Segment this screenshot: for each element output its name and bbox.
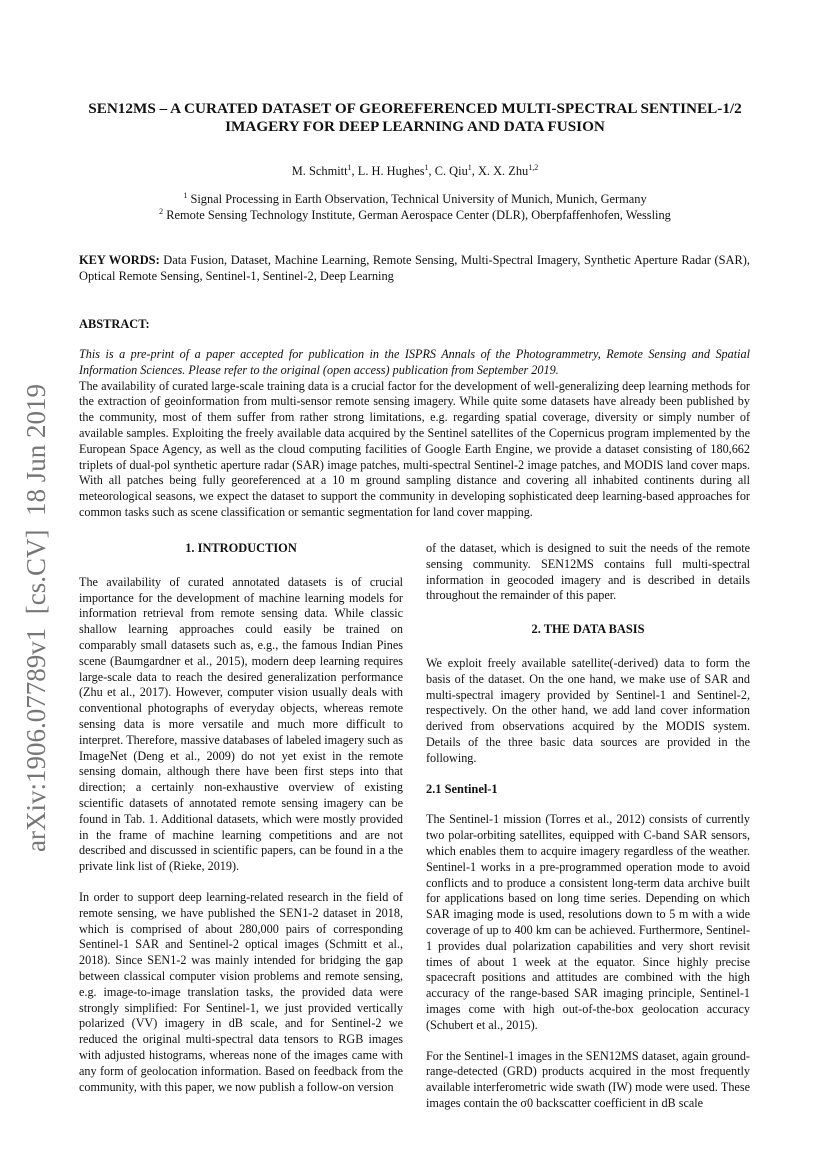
paragraph: The Sentinel-1 mission (Torres et al., 2012) consists of currently two polar-orbiting satellites, equipped with C-band SAR sensors, which enables them to acquire imagery regardless of the weather. Sentinel-1 works in a pre-programmed operation mode to avoid conflicts and to produce a consistent long-term data archive built for applications based on long time series. Depending on which SAR imaging mode is used, resolutions down to 5 m with a wide coverage of up to 400 km can be achieved. Furthermore, Sentinel-1 provides dual polarization capabilities and very short revisit times of about 1 week at the equator. Since highly precise spacecraft positions and attitudes are combined with the high accuracy of the range-based SAR imaging principle, Sentinel-1 images come with high out-of-the-box geolocation accuracy (Schubert et al., 2015).	[426, 812, 750, 1032]
keywords-label: KEY WORDS:	[79, 253, 160, 267]
affiliation: $^1$ Signal Processing in Earth Observation, Technical University of Munich, Munich, Germany	[183, 190, 647, 206]
author-list: M. Schmitt$^1$, L. H. Hughes$^1$, C. Qiu$^1$, X. X. Zhu$^{1,2}$	[291, 162, 539, 178]
affiliation: $^2$ Remote Sensing Technology Institute, German Aerospace Center (DLR), Oberpfaffenhofen, Wessling	[159, 206, 671, 222]
right-column	[426, 541, 750, 1112]
author-name: L. H. Hughes	[357, 164, 425, 178]
paragraph: For the Sentinel-1 images in the SEN12MS dataset, again ground-range-detected (GRD) products acquired in the most frequently available interferometric wide swath (IW) mode were used. These images contain the σ0 backscatter coefficient in dB scale	[426, 1048, 750, 1110]
arxiv-id-text: arXiv:1906.07789v1 [cs.CV] 18 Jun 2019	[21, 384, 50, 852]
paragraph: In order to support deep learning-related research in the field of remote sensing, we have published the SEN1-2 dataset in 2018, which is comprised of about 280,000 pairs of corresponding Sentinel-1 SAR and Sentinel-2 optical images (Schmitt et al., 2018). Since SEN1-2 was mainly intended for bridging the gap between classical computer vision problems and remote sensing, e.g. image-to-image translation tasks, the provided data were strongly simplified: For Sentinel-1, we just provided vertically polarized (VV) imagery in dB scale, and for Sentinel-2 we reduced the original multi-spectral data tensors to RGB images with adjusted histograms, whereas none of the images came with any form of geolocation information. Based on feedback from the community, with this paper, we now publish a follow-on version	[79, 889, 403, 1094]
paragraph: The availability of curated annotated datasets is of crucial importance for the development of machine learning models for information retrieval from remote sensing data. While classic shallow learning approaches could easily be trained on comparably small datasets such as, e.g., the famous Indian Pines scene (Baumgardner et al., 2015), modern deep learning requires large-scale data to reach the desired generalization performance (Zhu et al., 2017). However, computer vision usually deals with conventional photographs of everyday objects, whereas remote sensing data is more versatile and much more difficult to interpret. Therefore, massive databases of labeled imagery such as ImageNet (Deng et al., 2009) do not yet exist in the remote sensing domain, although there have been first steps into that direction; a certainly non-exhaustive overview of existing scientific datasets of annotated remote sensing imagery can be found in Tab. 1. Additional datasets, which were mostly provided in the frame of machine learning competitions and are not described and discussed in scientific papers, can be found in a the private link list of (Rieke, 2019).	[79, 574, 403, 874]
abstract-heading: ABSTRACT:	[79, 317, 150, 331]
author-name: X. X. Zhu	[477, 164, 529, 178]
author-name: C. Qiu	[434, 164, 468, 178]
paragraph: We exploit freely available satellite(-derived) data to form the basis of the dataset. On the one hand, we make use of SAR and multi-spectral imagery provided by Sentinel-1 and Sentinel-2, respectively. On the other hand, we add land cover information derived from observations acquired by the MODIS system. Details of the three basic data sources are provided in the following.	[426, 655, 750, 765]
paragraph: of the dataset, which is designed to suit the needs of the remote sensing community. SEN12MS contains full multi-spectral information in geocoded imagery and is described in details throughout the remainder of this paper.	[426, 541, 750, 603]
section-heading-introduction: 1. INTRODUCTION	[185, 541, 297, 555]
abstract-text: The availability of curated large-scale training data is a crucial factor for the development of well-generalizing deep learning methods for the extraction of geoinformation from multi-sensor remote sensing imagery. While quite some datasets have already been published by the community, most of them suffer from rather strong limitations, e.g. regarding spatial coverage, diversity or simply number of available samples. Exploiting the freely available data acquired by the Sentinel satellites of the Copernicus program implemented by the European Space Agency, as well as the cloud computing facilities of Google Earth Engine, we provide a dataset consisting of 180,662 triplets of dual-pol synthetic aperture radar (SAR) image patches, multi-spectral Sentinel-2 image patches, and MODIS land cover maps. With all patches being fully georeferenced at a 10 m ground sampling distance and covering all inhabited continents during all meteorological seasons, we expect the dataset to support the community in developing sophisticated deep learning-based approaches for common tasks such as scene classification or semantic segmentation for land cover mapping.	[79, 378, 750, 519]
subsection-heading-sentinel-1: 2.1 Sentinel-1	[426, 781, 498, 796]
author-name: M. Schmitt	[291, 164, 348, 178]
abstract	[79, 347, 750, 521]
paper-title: SEN12MS – A CURATED DATASET OF GEOREFERENCED MULTI-SPECTRAL SENTINEL-1/2 IMAGERY FOR DEEP LEARNING AND DATA FUSION	[88, 100, 742, 135]
keywords	[79, 252, 750, 284]
left-column	[79, 541, 403, 1095]
keywords-text: Data Fusion, Dataset, Machine Learning, Remote Sensing, Multi-Spectral Imagery, Synthetic Aperture Radar (SAR), Optical Remote Sensing, Sentinel-1, Sentinel-2, Deep Learning	[79, 253, 750, 283]
section-heading-data-basis: 2. THE DATA BASIS	[531, 622, 645, 637]
abstract-note: This is a pre-print of a paper accepted for publication in the ISPRS Annals of the Photogrammetry, Remote Sensing and Spatial Information Sciences. Please refer to the original (open access) publication from September 2019.	[79, 347, 750, 377]
arxiv-identifier	[18, 365, 50, 855]
